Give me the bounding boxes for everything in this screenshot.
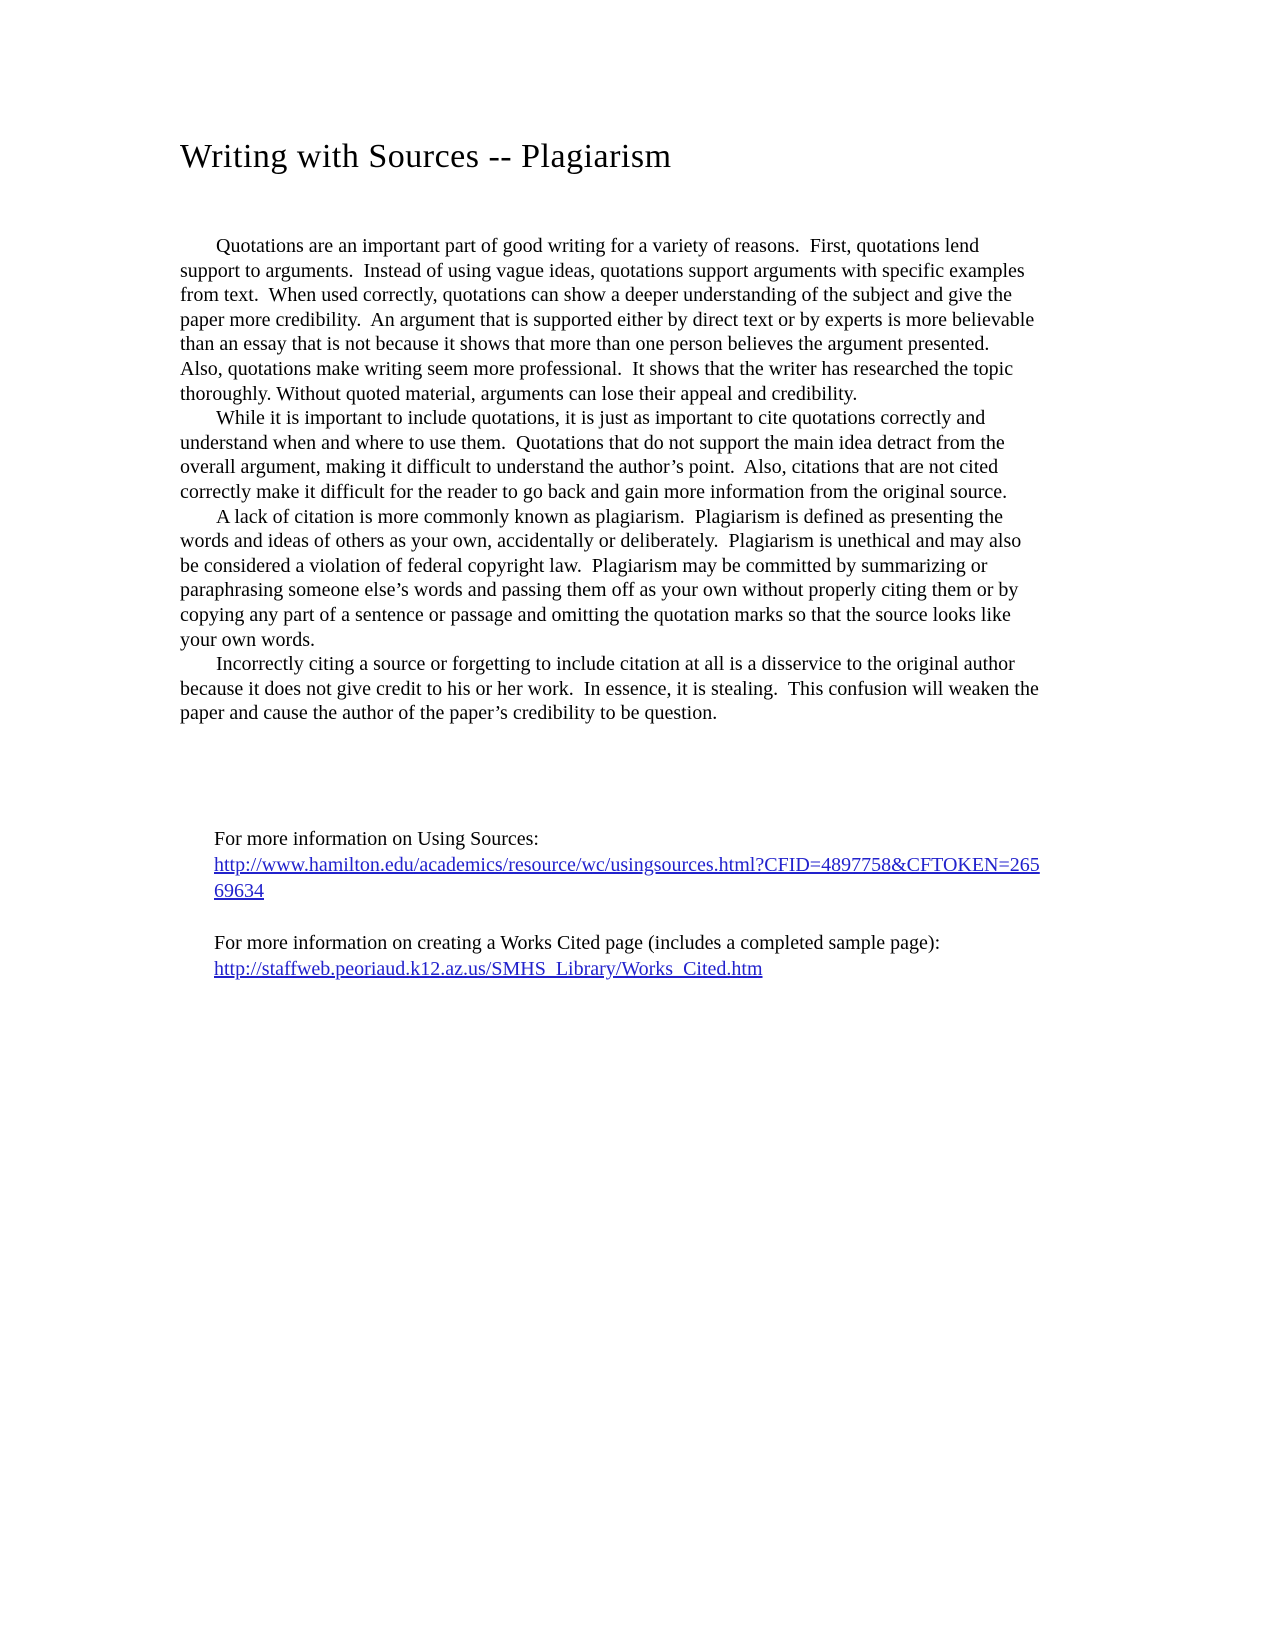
document-content: [180, 138, 1044, 982]
paragraph-citing-correctly: While it is important to include quotations, it is just as important to cite quotations correctly and understand when and where to use them. Quotations that do not support the main idea detract from the overall argument, making it difficult to understand the author’s point. Also, citations that are not cited correctly make it difficult for the reader to go back and gain more information from the original source.: [180, 407, 1010, 503]
resource-works-cited: [214, 930, 1040, 982]
body-text: [180, 234, 1044, 726]
resource-link-wrapper: [214, 852, 1040, 904]
paragraph-quotations-importance: Quotations are an important part of good writing for a variety of reasons. First, quotations lend support to arguments. Instead of using vague ideas, quotations support arguments with specific examples from text. When used correctly, quotations can show a deeper understanding of the subject and give the paper more credibility. An argument that is supported either by direct text or by experts is more believable than an essay that is not because it shows that more than one person believes the argument presented. Also, quotations make writing seem more professional. It shows that the writer has researched the topic thoroughly. Without quoted material, arguments can lose their appeal and credibility.: [180, 235, 1040, 405]
resource-label: For more information on creating a Works Cited page (includes a completed sample page):: [214, 931, 941, 954]
page-title: Writing with Sources -- Plagiarism: [180, 138, 672, 175]
using-sources-link[interactable]: http://www.hamilton.edu/academics/resource/wc/usingsources.html?CFID=4897758&CFTOKEN=26569634: [214, 853, 1040, 902]
resource-label: For more information on Using Sources:: [214, 827, 539, 850]
resources-section: [214, 826, 1040, 982]
paragraph-plagiarism-definition: A lack of citation is more commonly known as plagiarism. Plagiarism is defined as presenting the words and ideas of others as your own, accidentally or deliberately. Plagiarism is unethical and may also be considered a violation of federal copyright law. Plagiarism may be committed by summarizing or paraphrasing someone else’s words and passing them off as your own without properly citing them or by copying any part of a sentence or passage and omitting the quotation marks so that the source looks like your own words.: [180, 505, 1027, 651]
resource-using-sources: [214, 826, 1040, 904]
paragraph-incorrect-citation: Incorrectly citing a source or forgetting to include citation at all is a disservice to the original author because it does not give credit to his or her work. In essence, it is stealing. This confusion will weaken the paper and cause the author of the paper’s credibility to be question.: [180, 653, 1044, 725]
works-cited-link[interactable]: http://staffweb.peoriaud.k12.az.us/SMHS_Library/Works_Cited.htm: [214, 957, 763, 980]
resource-link-wrapper: [214, 956, 1040, 982]
